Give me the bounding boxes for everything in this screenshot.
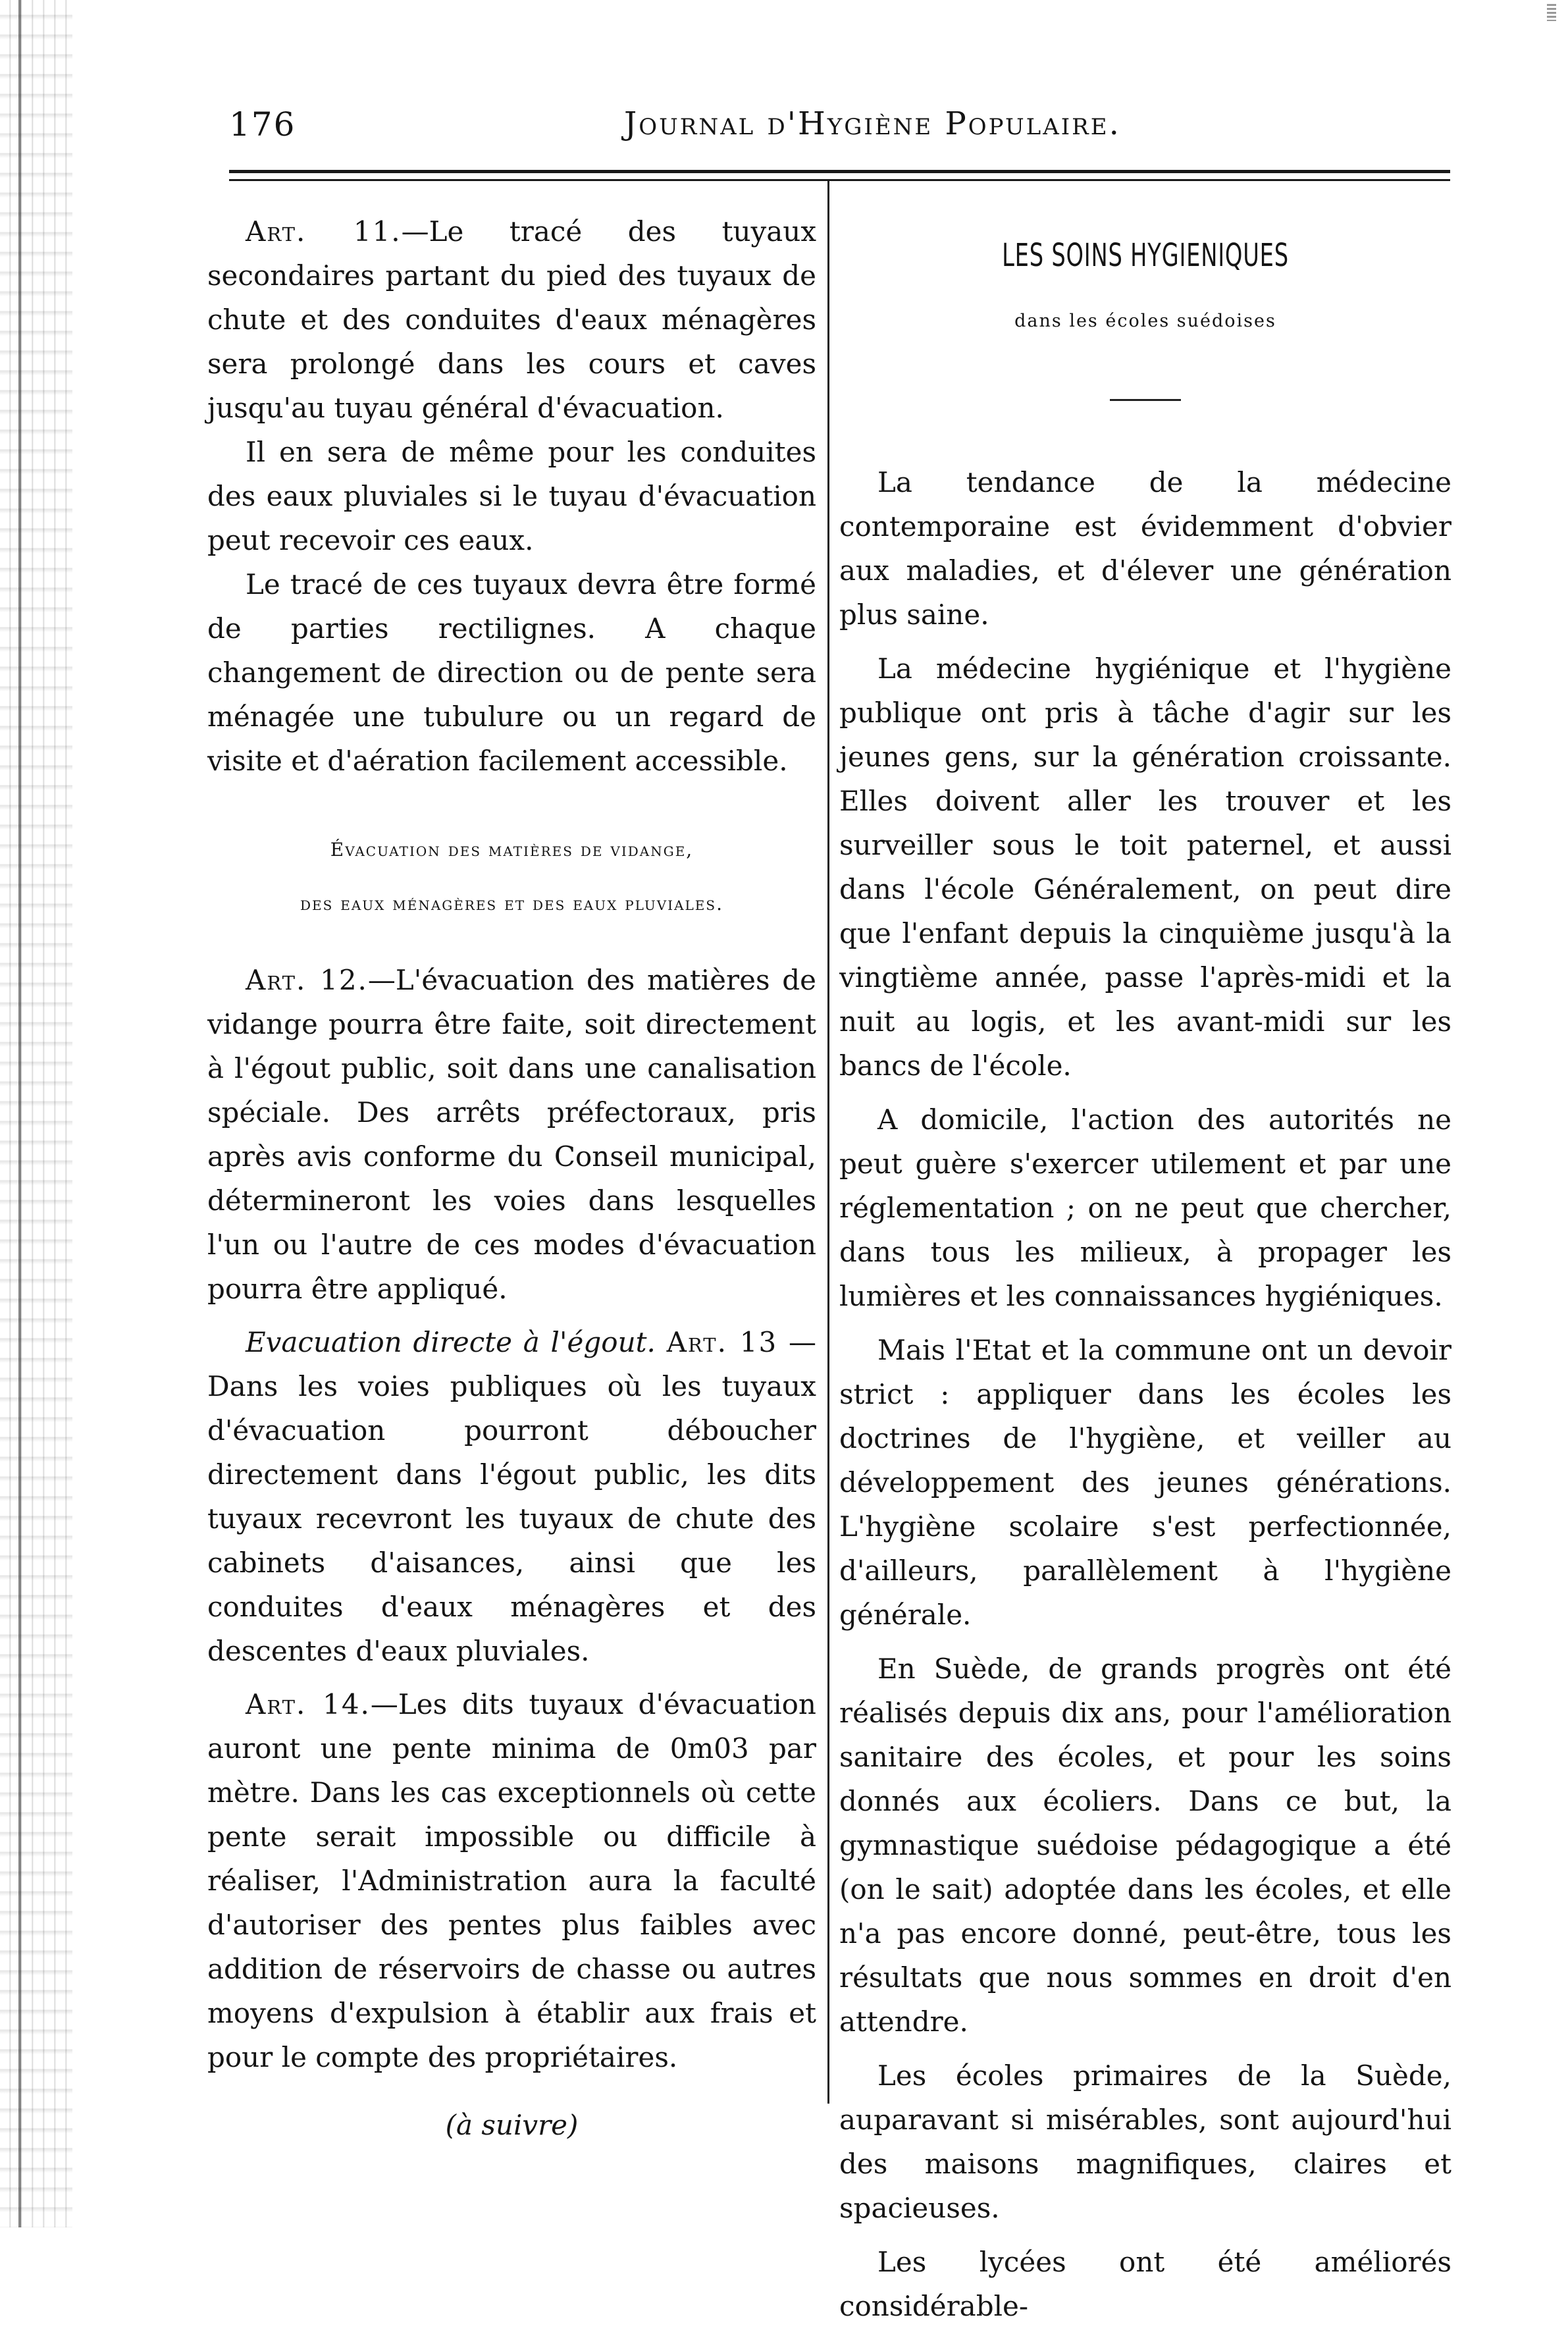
title-rule <box>1110 399 1181 401</box>
paragraph-1: La tendance de la médecine contemporaine est évidemment d'obvier aux maladies, et d'élever une génération plus saine. <box>839 466 1451 631</box>
section-heading-1: Évacuation des matières de vidange, <box>330 839 694 861</box>
binding-edge <box>0 0 72 2227</box>
article-subtitle: dans les écoles suédoises <box>1014 311 1276 331</box>
paragraph-4: Mais l'Etat et la commune ont un devoir strict : appliquer dans les écoles les doctrines de l'hygiène, et veiller au développement des jeunes générations. L'hygiène scolaire s'est perfectionnée, d'ailleurs, parallèlement à l'hygiène générale. <box>839 1334 1451 1631</box>
section-heading-2: des eaux ménagères et des eaux pluviales. <box>300 893 723 915</box>
paragraph-6: Les écoles primaires de la Suède, auparavant si misérables, sont aujourd'hui des maisons magnifiques, claires et spacieuses. <box>839 2059 1451 2224</box>
article-11-label: Art. 11. <box>246 215 402 248</box>
paragraph-pluviales: Il en sera de même pour les conduites des eaux pluviales si le tuyau d'évacuation peut recevoir ces eaux. <box>207 436 816 556</box>
article-14-text: —Les dits tuyaux d'évacuation auront une pente minima de 0m03 par mètre. Dans les cas exceptionnels où cette pente serait impossible ou difficile à réaliser, l'Administration aura la faculté d'autoriser des pentes plus faibles avec addition de réservoirs de chasse ou autres moyens d'expulsion à établir aux frais et pour le compte des propriétaires. <box>207 1688 816 2073</box>
page-number: 176 <box>229 105 296 144</box>
paragraph-2: La médecine hygiénique et l'hygiène publique ont pris à tâche d'agir sur les jeunes gens, sur la génération croissante. Elles doivent aller les trouver et les surveiller sous le toit paternel, et aussi dans l'école Généralement, on peut dire que l'enfant depuis la cinquième jusqu'à la vingtième année, passe l'après-midi et la nuit au logis, et les avant-midi sur les bancs de l'école. <box>839 652 1451 1082</box>
paragraph-3: A domicile, l'action des autorités ne peut guère s'exercer utilement et par une réglementation ; on ne peut que chercher, dans tous les milieux, à propager les lumières et les connaissances hygiéniques. <box>839 1103 1451 1312</box>
article-12-label: Art. 12. <box>246 964 368 996</box>
right-column <box>839 209 1451 2338</box>
continued-note: (à suivre) <box>445 2109 579 2141</box>
left-column <box>207 209 816 2147</box>
article-14 <box>207 1682 816 2079</box>
paragraph-7: Les lycées ont été améliorés considérable- <box>839 2246 1451 2322</box>
journal-title: Journal d'Hygiène Populaire. <box>624 105 1121 142</box>
article-12-text: —L'évacuation des matières de vidange pourra être faite, soit directement à l'égout public, soit dans une canalisation spéciale. Des arrêts préfectoraux, pris après avis conforme du Conseil municipal, détermineront les voies dans lesquelles l'un ou l'autre de ces modes d'évacuation pourra être appliqué. <box>207 964 816 1305</box>
article-12 <box>207 958 816 1311</box>
paragraph-trace: Le tracé de ces tuyaux devra être formé de parties rectilignes. A chaque changement de direction ou de pente sera ménagée une tubulure ou un regard de visite et d'aération facilement accessible. <box>207 568 816 777</box>
article-13-heading: Evacuation directe à l'égout. <box>246 1326 656 1358</box>
header-rule-thin <box>229 179 1450 181</box>
article-11 <box>207 209 816 430</box>
header-rule-thick <box>229 170 1450 173</box>
corner-mark <box>1547 4 1556 21</box>
paragraph-5: En Suède, de grands progrès ont été réalisés depuis dix ans, pour l'amélioration sanitaire des écoles, et pour les soins donnés aux écoliers. Dans ce but, la gymnastique suédoise pédagogique a été (on le sait) adoptée dans les écoles, et elle n'a pas encore donné, peut-être, tous les résultats que nous sommes en droit d'en attendre. <box>839 1653 1451 2038</box>
column-divider <box>827 181 829 2104</box>
article-13-text: — Dans les voies publiques où les tuyaux d'évacuation pourront déboucher directement dans l'égout public, les dits tuyaux recevront les tuyaux de chute des cabinets d'aisances, ainsi que les conduites d'eaux ménagères et des descentes d'eaux pluviales. <box>207 1326 816 1667</box>
article-13-label: Art. 13 <box>666 1326 778 1358</box>
running-head <box>229 105 1447 158</box>
article-14-label: Art. 14. <box>246 1688 371 1720</box>
article-13 <box>207 1320 816 1673</box>
article-title: LES SOINS HYGIENIQUES <box>1002 237 1289 274</box>
article-11-text: —Le tracé des tuyaux secondaires partant du pied des tuyaux de chute et des conduites d'eaux ménagères sera prolongé dans les cours et caves jusqu'au tuyau général d'évacuation. <box>207 215 816 424</box>
